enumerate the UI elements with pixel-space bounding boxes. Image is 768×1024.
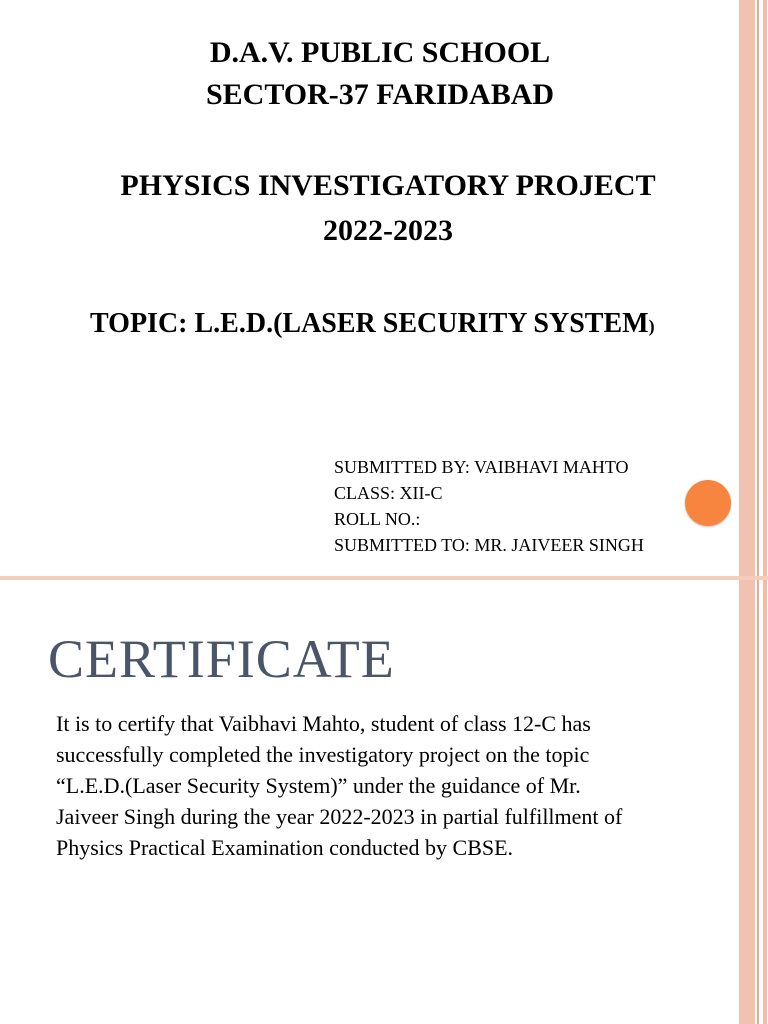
class-label: CLASS: XII-C <box>334 483 443 503</box>
topic-text: TOPIC: L.E.D.(LASER SECURITY SYSTEM <box>90 308 649 339</box>
accent-line <box>757 580 759 1024</box>
school-name: D.A.V. PUBLIC SCHOOL <box>209 36 551 69</box>
roll-number: ROLL NO.: <box>334 509 421 529</box>
certificate-line: Physics Practical Examination conducted by CBSE. <box>56 835 514 860</box>
project-title: PHYSICS INVESTIGATORY PROJECT <box>120 169 656 202</box>
certificate-line: “L.E.D.(Laser Security System)” under the guidance of Mr. <box>56 773 581 798</box>
certificate-line: It is to certify that Vaibhavi Mahto, student of class 12-C has <box>56 711 591 736</box>
certificate-line: Jaiveer Singh during the year 2022-2023 in partial fulfillment of <box>56 804 623 829</box>
project-year: 2022-2023 <box>323 214 453 247</box>
certificate-body <box>56 708 736 863</box>
topic-close-paren: ) <box>648 316 655 336</box>
certificate-line: successfully completed the investigatory project on the topic <box>56 742 590 767</box>
certificate-title: CERTIFICATE <box>48 629 395 689</box>
accent-stripe-edge <box>763 580 767 1024</box>
accent-stripe-edge <box>763 0 767 578</box>
accent-stripe <box>739 580 755 1024</box>
orange-circle-decoration <box>685 480 731 526</box>
slide-2 <box>0 580 768 1024</box>
submission-details <box>334 454 644 558</box>
topic-heading <box>90 306 655 344</box>
submitted-by: SUBMITTED BY: VAIBHAVI MAHTO <box>334 457 629 477</box>
school-sector: SECTOR-37 FARIDABAD <box>205 78 555 111</box>
submitted-to: SUBMITTED TO: MR. JAIVEER SINGH <box>334 535 644 555</box>
